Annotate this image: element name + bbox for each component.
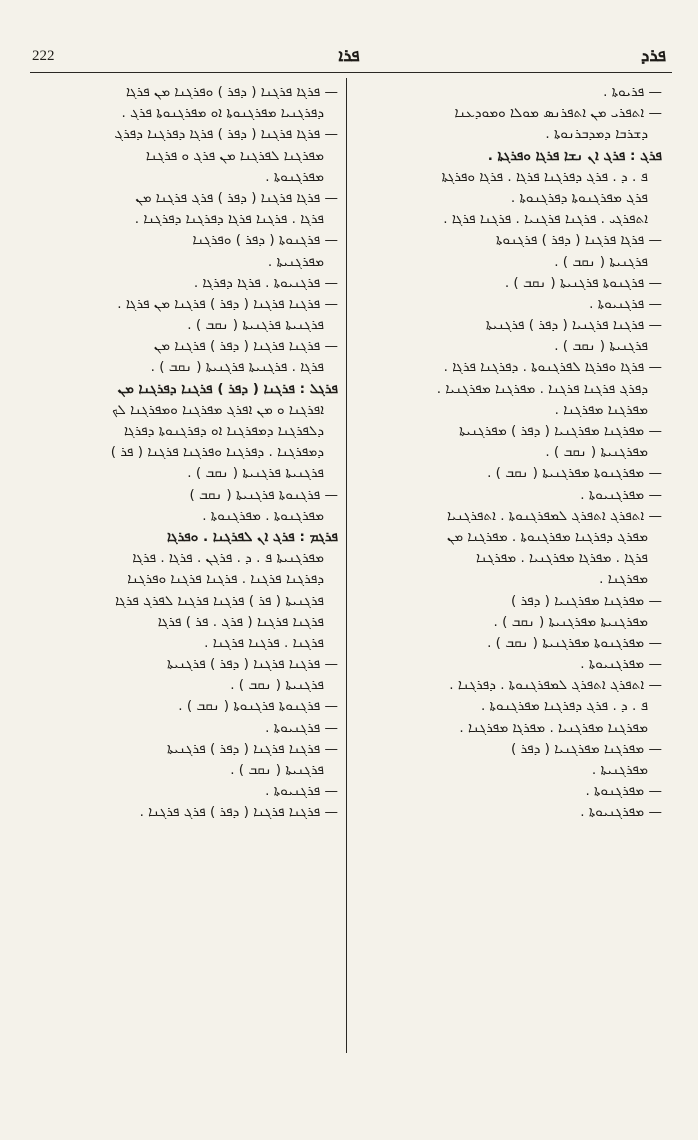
entry-continuation: ܦ . ܕ . ܦܪܓ ܕܦܪܓܢܐ ܦܪܓܐ . ܦܪܓܐ ܘܦܪܓܬܐ [441,168,648,185]
entry-continuation: ܡܦܪܓܢܘܬܐ . ܡܦܪܓܢܘܬܐ . [202,507,324,524]
entry-continuation: ܡܦܪܓܢܐ ܠܦܪܓܢܐ ܡܢ ܦܪܓ ܘ ܦܪܓܢܐ [145,147,324,164]
running-head: ܦܪܐ [338,46,360,66]
dictionary-entry: — ܡܦܪܓܢܐ ܡܦܪܓܢܝܐ ( ܕܦܪ ) ܡܦܪܓܢܝܬܐ [459,423,662,439]
entry-continuation: ܦܪܓܢܐ . ܦܪܓܢܐ ܦܪܓܢܐ . [204,634,324,651]
entry-continuation: ܡܦܪܓܢܐ . [599,571,648,588]
dictionary-entry: — ܦܪܓܢܝܘܬܐ . [265,719,338,736]
entry-continuation: ܦܪܓܢܝܬܐ ( ܢܩܒ ) . [554,253,648,270]
entry-continuation: ܐܬܦܪܓܝ . ܦܪܓܢܐ ܦܪܓܢܝܐ . ܦܪܓܢܐ ܦܪܓܐ . [443,211,648,228]
dictionary-entry: — ܦܪܓܢܐ ܦܪܓܢܐ ( ܕܦܪ ) ܦܪܓܢܐ ܡܢ [153,338,338,355]
entry-continuation: ܦܪܓܢܝܬܐ ( ܢܩܒ ) . [230,677,324,694]
entry-continuation: ܕܡܦܪܓܢܐ . ܕܦܪܓܢܐ ܘܦܪܓܢܐ ܦܪܓܢܐ ( ܦܪ ) [110,444,324,461]
dictionary-entry: — ܦܪܓܢܐ ܦܪܓܢܐ ( ܕܦܪ ) ܦܪܓ ܦܪܓܢܐ . [139,804,338,821]
right-column [352,82,662,824]
entry-continuation: ܕܦܪܓܢܐ ܦܪܓܢܐ . ܦܪܓܢܐ ܦܪܓܢܐ ܘܦܪܓܢܐ [127,571,324,588]
entry-continuation: ܕܦܪܓܢܝܐ ܡܦܪܓܢܘܬܐ ܐܘ ܡܦܪܓܢܘܬܐ ܦܪܓ . [121,105,324,122]
entry-continuation: ܡܦܪܓܢܝܬܐ ܡܦܪܓܢܝܬܐ ( ܢܩܒ ) . [493,613,648,630]
dictionary-entry: — ܡܦܪܓܢܝܘܬܐ . [580,804,662,821]
entry-continuation: ܕܠܦܪܓܢܐ ܕܡܦܪܓܢܐ ܐܘ ܕܦܪܓܢܘܬܐ ܕܦܪܓܐ [124,423,324,439]
dictionary-entry: — ܡܦܪܓܢܘܬܐ ܡܦܪܓܢܝܬܐ ( ܢܩܒ ) . [487,634,662,651]
entry-continuation: ܦܪܓܢܝܬܐ ( ܢܩܒ ) . [554,338,648,355]
dictionary-entry: — ܡܦܪܓܢܝܘܬܐ . [580,486,662,503]
dictionary-entry: — ܡܦܪܓܢܘܬܐ ܡܦܪܓܢܝܬܐ ( ܢܩܒ ) . [487,465,662,482]
entry-continuation: ܦܪܓ ܡܦܪܓܢܘܬܐ ܕܦܪܓܢܘܬܐ . [510,189,648,206]
entry-continuation: ܦܪܓܢܝܬܐ ( ܢܩܒ ) . [230,762,324,778]
dictionary-entry: — ܡܦܪܓܢܐ ܡܦܪܓܢܝܐ ( ܕܦܪ ) [511,592,662,609]
entry-continuation: ܦܪܓܢܝܬܐ ܦܪܓܢܝܬܐ ( ܢܩܒ ) . [187,465,324,482]
entry-continuation: ܦ . ܕ . ܦܪܓ ܕܦܪܓܢܐ ܡܦܪܓܢܘܬܐ . [480,698,648,715]
entry-continuation: ܡܦܪܓܢܘܬܐ . [265,168,324,185]
dictionary-entry: — ܦܪܝܘܬܐ . [603,84,662,100]
entry-continuation: ܐܦܪܓܢܐ ܘ ܡܢ ܐܦܪܓ ܡܦܪܓܢܐ ܘܡܦܪܓܢܐ ܠܟ [112,401,324,418]
dictionary-entry: — ܡܦܪܓܢܘܬܐ . [585,783,662,800]
entry-continuation: ܦܪܓܐ . ܡܦܪܓܐ ܡܦܪܓܢܝܐ . ܡܦܪܓܢܐ [475,550,648,567]
dictionary-entry: — ܐܬܦܪܓ ܐܬܦܪܓ ܠܡܦܪܓܢܘܬܐ . ܕܦܪܓܢܐ . [449,677,662,694]
entry-continuation: ܕܫܪܒܐ ܕܡܕܒܪܢܘܬܐ . [545,126,648,143]
entry-continuation: ܕܦܪܓ ܦܪܓܢܐ ܦܪܓܢܐ . ܡܦܪܓܢܐ ܡܦܪܓܢܝܐ . [436,380,648,397]
entry-continuation: ܦܪܓܢܝܬܐ ( ܦܪ ) ܦܪܓܢܐ ܦܪܓܢܐ ܠܦܪܓ ܦܪܓܐ [115,592,324,609]
column-divider [346,78,347,1053]
dictionary-entry: — ܦܪܓܐ ܦܪܓܢܐ ( ܕܦܪ ) ܦܪܓܢܘܬܐ [496,232,662,249]
dictionary-entry: — ܦܪܓܢܝܘܬܐ . [265,783,338,800]
dictionary-entry: — ܦܪܓܢܘܬܐ ܦܪܓܢܝܬܐ ( ܢܩܒ ) [189,486,338,503]
page-header [0,44,698,70]
entry-continuation: ܡܦܪܓ ܕܦܪܓܢܐ ܡܦܪܓܢܘܬܐ . ܡܦܪܓܢܐ ܡܢ [446,528,648,545]
entry-continuation: ܡܦܪܓܢܐ ܡܦܪܓܢܝܐ . ܡܦܪܓܐ ܡܦܪܓܢܐ . [459,719,648,736]
entry-continuation: ܡܦܪܓܢܝܬܐ ( ܢܩܒ ) . [545,444,648,461]
entry-continuation: ܦܪܓܢܝܬܐ ܦܪܓܢܝܬܐ ( ܢܩܒ ) . [187,317,324,334]
headword-entry: ܦܪܓ : ܦܪܓ ܐܢ ܢܫܐ ܦܪܓܐ ܘܦܪܓܬܐ . [487,147,662,164]
dictionary-entry: — ܦܪܓܐ ܘܦܪܓܐ ܠܦܪܓܢܘܬܐ . ܕܦܪܓܢܐ ܦܪܓܐ . [443,359,662,376]
entry-continuation: ܦܪܓܐ . ܦܪܓܢܝܬܐ ܦܪܓܢܝܬܐ ( ܢܩܒ ) . [150,359,324,376]
entry-continuation: ܡܦܪܓܢܝܬܐ ܦ . ܕ . ܦܪܓܢ . ܦܪܓܐ . ܦܪܓܐ [132,550,324,567]
dictionary-entry: — ܦܪܓܢܐ ܦܪܓܢܐ ( ܕܦܪ ) ܦܪܓܢܝܬܐ [167,740,338,757]
entry-continuation: ܡܦܪܓܢܐ ܡܦܪܓܢܐ . [554,401,648,418]
dictionary-entry: — ܦܪܓܐ ܦܪܓܢܐ ( ܕܦܪ ) ܦܪܓܐ ܕܦܪܓܢܐ ܕܦܪܓ [114,126,338,143]
dictionary-entry: — ܦܪܓܐ ܦܪܓܢܐ ( ܕܦܪ ) ܘܦܪܓܢܐ ܡܢ ܦܪܓܐ [125,84,338,100]
header-rule [30,72,672,73]
entry-continuation: ܦܪܓܐ . ܦܪܓܢܐ ܦܪܓܐ ܕܦܪܓܢܐ ܕܦܪܓܢܐ . [134,211,324,228]
dictionary-entry: — ܦܪܓܢܘܬܐ ( ܕܦܪ ) ܘܦܪܓܢܐ [192,232,338,249]
dictionary-entry: — ܦܪܓܐ ܦܪܓܢܐ ( ܕܦܪ ) ܦܪܓ ܦܪܓܢܐ ܡܢ [135,189,338,206]
catchword: ܦܪܕ [641,46,666,66]
dictionary-entry: — ܦܪܓܢܐ ܦܪܓܢܐ ( ܕܦܪ ) ܦܪܓܢܝܬܐ [167,656,338,673]
left-column [28,82,338,824]
dictionary-entry: — ܦܪܓܢܐ ܦܪܓܢܝܐ ( ܕܦܪ ) ܦܪܓܢܝܬܐ [485,317,662,334]
dictionary-entry: — ܦܪܓܢܘܬܐ ܦܪܓܢܝܬܐ ( ܢܩܒ ) . [504,274,662,291]
dictionary-entry: — ܐܬܦܪܓ ܐܬܦܪܓ ܠܡܦܪܓܢܘܬܐ . ܐܬܦܪܓܢܝܐ [446,507,662,524]
dictionary-entry: — ܦܪܓܢܐ ܦܪܓܢܐ ( ܕܦܪ ) ܦܪܓܢܐ ܡܢ ܦܪܓܐ . [117,295,338,312]
headword-entry: ܦܪܓܡ : ܦܪܓ ܐܢ ܠܦܪܓܢܐ . ܘܦܪܓܐ [167,528,338,545]
entry-continuation: ܡܦܪܓܢܝܬܐ . [591,762,648,778]
headword-entry: ܦܪܓܠ : ܦܪܓܢܐ ( ܕܦܪ ) ܦܪܓܢܐ ܕܦܪܓܢܐ ܡܢ [117,380,338,397]
dictionary-entry: — ܐܬܦܪܝ ܡܢ ܐܬܦܪܢܣ ܡܘܠܐ ܘܡܘܕܥܢܐ [454,105,662,122]
dictionary-entry: — ܡܦܪܓܢܝܘܬܐ . [580,656,662,673]
page-number: 222 [32,48,55,64]
entry-continuation: ܡܦܪܓܢܝܬܐ . [267,253,324,270]
dictionary-entry: — ܦܪܓܢܘܬܐ ܦܪܓܢܘܬܐ ( ܢܩܒ ) . [178,698,338,715]
dictionary-entry: — ܦܪܓܢܝܘܬܐ . [589,295,662,312]
dictionary-entry: — ܦܪܓܢܝܘܬܐ . ܦܪܓܐ ܕܦܪܓܐ . [193,274,338,291]
dictionary-entry: — ܡܦܪܓܢܐ ܡܦܪܓܢܝܐ ( ܕܦܪ ) [511,740,662,757]
entry-continuation: ܦܪܓܢܐ ܦܪܓܢܐ ( ܦܪܓ . ܦܪ ) ܦܪܓܐ [157,613,324,630]
